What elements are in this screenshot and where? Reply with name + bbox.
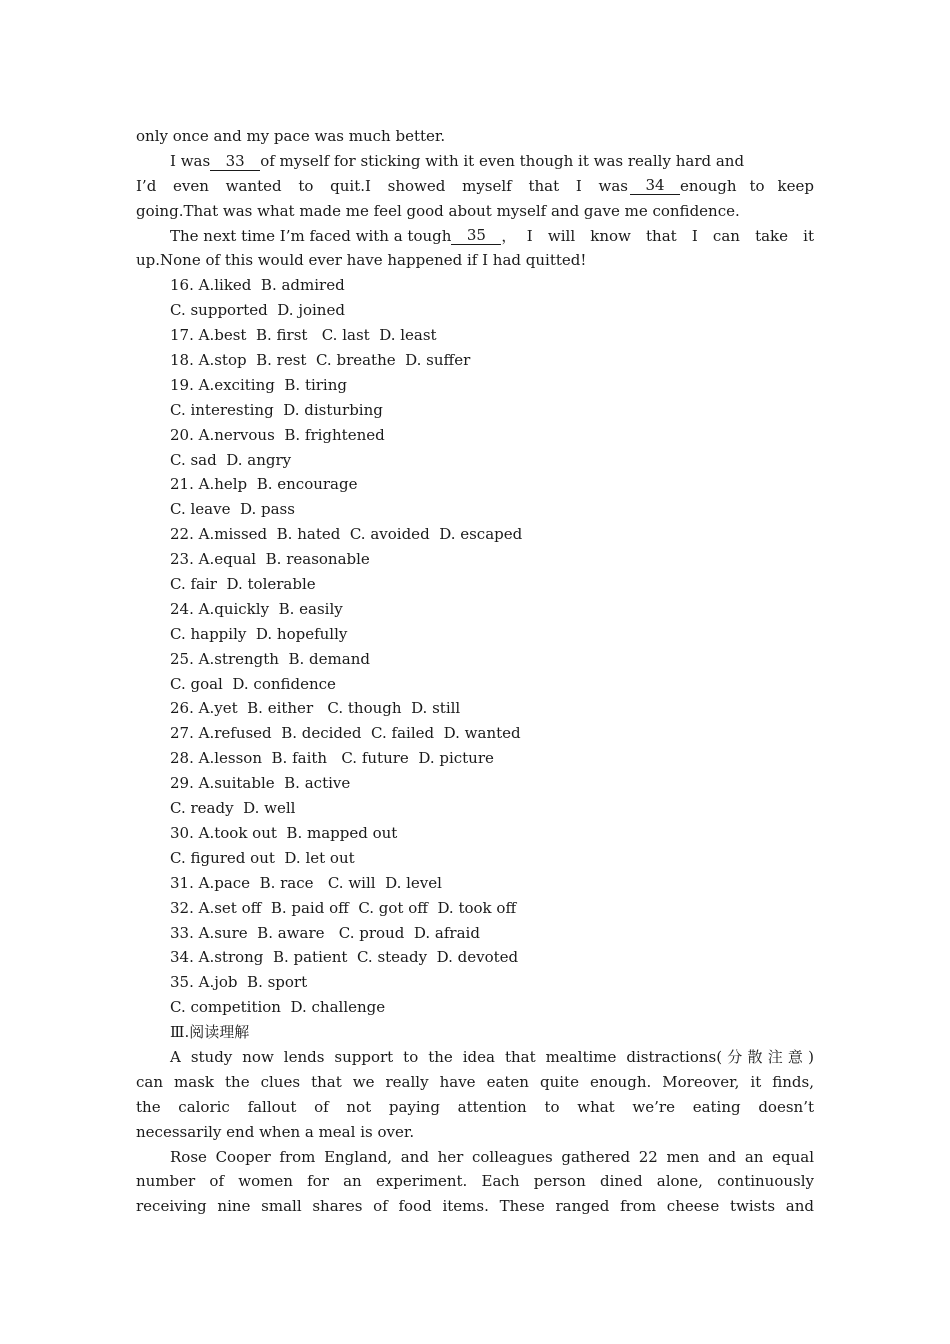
option-line: 35. A.job B. sport — [170, 973, 308, 992]
reading-line: number of women for an experiment. Each person dined alone, continuously — [136, 1172, 814, 1191]
option-line: C. interesting D. disturbing — [170, 400, 383, 419]
blank-35: 35 — [451, 227, 501, 245]
option-line: 18. A.stop B. rest C. breathe D. suffer — [170, 351, 471, 370]
passage-text: I was — [170, 151, 211, 170]
option-line: C. happily D. hopefully — [170, 624, 348, 643]
option-line: 30. A.took out B. mapped out — [170, 823, 398, 842]
option-line: 26. A.yet B. either C. though D. still — [170, 699, 461, 718]
option-line: 17. A.best B. first C. last D. least — [170, 326, 437, 345]
passage-line: only once and my pace was much better. — [136, 127, 446, 145]
passage-text: ，I will know that I can take it — [501, 226, 814, 245]
option-line: C. figured out D. let out — [170, 848, 355, 867]
options-list — [136, 273, 814, 1020]
passage-line — [136, 224, 814, 249]
option-line: 31. A.pace B. race C. will D. level — [170, 873, 442, 892]
option-line: 20. A.nervous B. frightened — [170, 425, 385, 444]
option-line: 23. A.equal B. reasonable — [170, 550, 370, 569]
reading-line: Rose Cooper from England, and her colleagues gathered 22 men and an equal — [170, 1147, 814, 1166]
passage-line: going.That was what made me feel good about myself and gave me confidence. — [136, 201, 740, 220]
blank-33: 33 — [210, 153, 260, 171]
reading-line: receiving nine small shares of food items. These ranged from cheese twists and — [136, 1197, 814, 1216]
passage-line: up.None of this would ever have happened if I had quitted! — [136, 251, 587, 270]
option-line: C. supported D. joined — [170, 301, 345, 320]
option-line: 25. A.strength B. demand — [170, 649, 370, 668]
option-line: 34. A.strong B. patient C. steady D. devoted — [170, 948, 519, 967]
reading-line: necessarily end when a meal is over. — [136, 1122, 415, 1141]
option-line: 19. A.exciting B. tiring — [170, 375, 347, 394]
reading-line: A study now lends support to the idea that mealtime distractions(分散注意) — [170, 1047, 814, 1066]
reading-line: the caloric fallout of not paying attention to what we’re eating doesn’t — [136, 1097, 814, 1116]
option-line: 33. A.sure B. aware C. proud D. afraid — [170, 923, 480, 942]
passage-text: The next time I’m faced with a tough — [170, 226, 452, 245]
passage-text: of myself for sticking with it even though it was really hard and — [260, 151, 745, 170]
option-line: C. sad D. angry — [170, 450, 292, 469]
option-line: 16. A.liked B. admired — [170, 276, 345, 295]
passage-line — [136, 174, 814, 199]
option-line: 29. A.suitable B. active — [170, 774, 351, 793]
passage-text: enough to keep — [680, 176, 814, 195]
option-line: 28. A.lesson B. faith C. future D. picture — [170, 749, 494, 768]
reading-line: can mask the clues that we really have eaten quite enough. Moreover, it finds, — [136, 1072, 814, 1091]
option-line: C. competition D. challenge — [170, 998, 386, 1017]
passage-text: I’d even wanted to quit.I showed myself that I was — [136, 176, 628, 195]
option-line: C. leave D. pass — [170, 500, 295, 519]
document-page — [136, 124, 814, 1219]
option-line: 27. A.refused B. decided C. failed D. wanted — [170, 724, 521, 743]
blank-34: 34 — [630, 177, 680, 195]
option-line: 21. A.help B. encourage — [170, 475, 358, 494]
option-line: 24. A.quickly B. easily — [170, 599, 343, 618]
section-heading: Ⅲ.阅读理解 — [170, 1023, 250, 1042]
option-line: 32. A.set off B. paid off C. got off D. took off — [170, 898, 517, 917]
passage-line — [136, 149, 814, 174]
option-line: C. goal D. confidence — [170, 674, 336, 693]
option-line: C. fair D. tolerable — [170, 575, 316, 594]
option-line: C. ready D. well — [170, 799, 296, 818]
option-line: 22. A.missed B. hated C. avoided D. escaped — [170, 525, 523, 544]
